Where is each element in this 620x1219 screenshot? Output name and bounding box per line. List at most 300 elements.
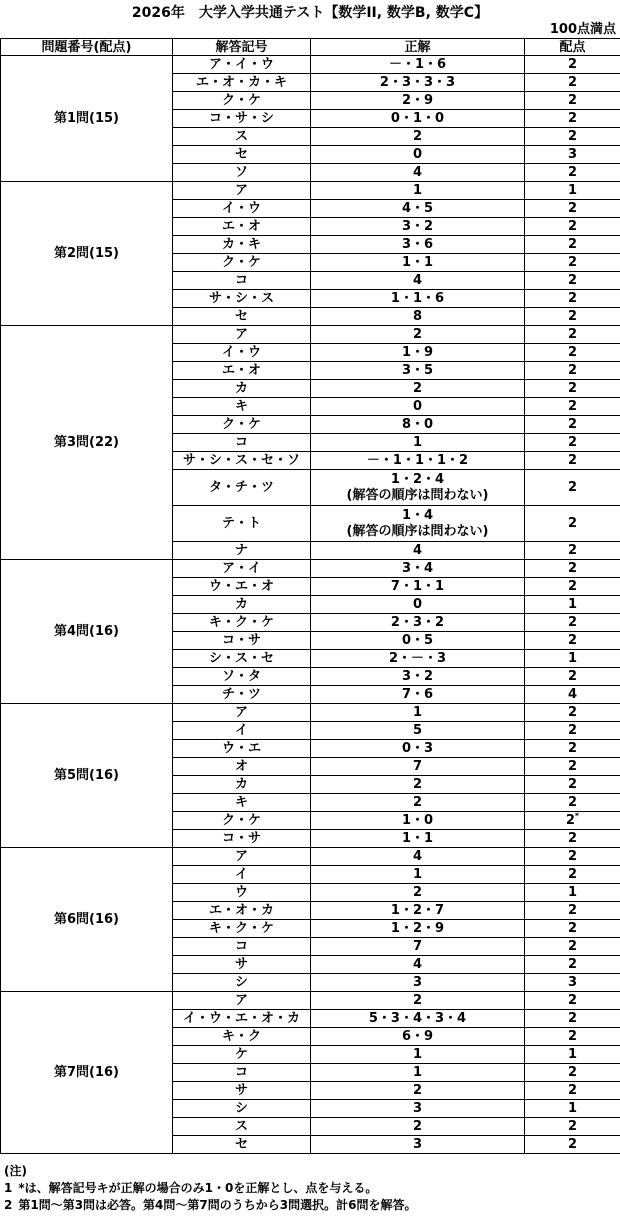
- correct-answer-cell: [311, 776, 525, 794]
- answer-symbol-cell: エ・オ: [173, 362, 311, 380]
- correct-answer-cell: [311, 740, 525, 758]
- points-cell: [525, 416, 620, 434]
- correct-answer-cell: [311, 704, 525, 722]
- correct-answer-cell: [311, 92, 525, 110]
- note-number: 1: [4, 1181, 13, 1195]
- answer-symbol-cell: サ・シ・ス: [173, 290, 311, 308]
- correct-answer-line: 6・9: [401, 1029, 434, 1044]
- answer-symbol-cell: ク・ケ: [173, 812, 311, 830]
- correct-answer-line: 1・9: [401, 345, 434, 360]
- correct-answer-cell: [311, 794, 525, 812]
- correct-answer-cell: [311, 326, 525, 344]
- points-cell: [525, 848, 620, 866]
- correct-answer-line: 1: [412, 705, 423, 720]
- points-value: 2: [567, 435, 578, 450]
- correct-answer-line: 4・5: [401, 201, 434, 216]
- header-question: 問題番号(配点): [1, 39, 173, 56]
- points-value: 2: [567, 957, 578, 972]
- note-item: [4, 1197, 616, 1214]
- points-value: 1: [567, 1047, 578, 1062]
- answer-symbol-cell: ス: [173, 1118, 311, 1136]
- points-value: 2: [567, 309, 578, 324]
- answer-symbol-cell: チ・ツ: [173, 686, 311, 704]
- points-value: 2: [567, 273, 578, 288]
- answer-symbol-cell: ア: [173, 182, 311, 200]
- max-points-label: 100点満点: [549, 22, 616, 37]
- answer-symbol-cell: ナ: [173, 542, 311, 560]
- correct-answer-line: 2: [412, 795, 423, 810]
- correct-answer-line: 0: [412, 399, 423, 414]
- correct-answer-cell: [311, 344, 525, 362]
- points-cell: [525, 146, 620, 164]
- points-value: 2: [567, 1119, 578, 1134]
- correct-answer-line: 1・4: [401, 507, 434, 523]
- answer-symbol-cell: イ・ウ: [173, 344, 311, 362]
- table-row: [1, 560, 620, 578]
- points-cell: [525, 578, 620, 596]
- points-cell: [525, 398, 620, 416]
- question-cell: 第5問(16): [1, 704, 173, 848]
- points-value: 4: [567, 687, 578, 702]
- correct-answer-line: 2: [412, 885, 423, 900]
- points-cell: [525, 1064, 620, 1082]
- points-cell: [525, 254, 620, 272]
- notes-heading: (注): [4, 1164, 27, 1178]
- correct-answer-cell: [311, 1064, 525, 1082]
- points-value: 2: [567, 759, 578, 774]
- answer-symbol-cell: キ・ク・ケ: [173, 920, 311, 938]
- correct-answer-line: 3: [412, 975, 423, 990]
- note-text: *は、解答記号キが正解の場合のみ1・0を正解とし、点を与える。: [18, 1181, 378, 1195]
- points-value: 2: [567, 903, 578, 918]
- points-cell: [525, 920, 620, 938]
- points-value: 2: [567, 849, 578, 864]
- points-value: 1: [567, 183, 578, 198]
- answer-symbol-cell: ソ: [173, 164, 311, 182]
- points-value: 2: [567, 921, 578, 936]
- points-cell: [525, 164, 620, 182]
- correct-answer-line: 3・2: [401, 669, 434, 684]
- points-cell: [525, 128, 620, 146]
- answer-symbol-cell: エ・オ: [173, 218, 311, 236]
- correct-answer-cell: [311, 1046, 525, 1064]
- answer-symbol-cell: タ・チ・ツ: [173, 470, 311, 506]
- points-value: 2: [567, 345, 578, 360]
- asterisk-mark: *: [574, 811, 580, 821]
- correct-answer-line: 1・0: [401, 813, 434, 828]
- points-value: 2: [567, 705, 578, 720]
- points-cell: [525, 974, 620, 992]
- correct-answer-cell: [311, 884, 525, 902]
- correct-answer-line: 1: [412, 867, 423, 882]
- correct-answer-cell: [311, 866, 525, 884]
- correct-answer-line: 1・2・9: [390, 921, 445, 936]
- points-cell: [525, 1028, 620, 1046]
- points-value: 2: [567, 75, 578, 90]
- answer-table-body: [1, 56, 620, 1154]
- answer-symbol-cell: カ・キ: [173, 236, 311, 254]
- points-value: 2: [567, 57, 578, 72]
- points-cell: [525, 938, 620, 956]
- points-cell: [525, 1100, 620, 1118]
- correct-answer-line: 1・1・6: [390, 291, 445, 306]
- correct-answer-line: 0・3: [401, 741, 434, 756]
- correct-answer-line: 2: [412, 1119, 423, 1134]
- correct-answer-line: 2: [412, 777, 423, 792]
- answer-symbol-cell: ア・イ・ウ: [173, 56, 311, 74]
- answer-symbol-cell: エ・オ・カ: [173, 902, 311, 920]
- points-value: 2: [567, 633, 578, 648]
- points-cell: [525, 596, 620, 614]
- correct-answer-cell: [311, 722, 525, 740]
- points-value: 2: [567, 515, 578, 531]
- points-cell: [525, 326, 620, 344]
- points-cell: [525, 902, 620, 920]
- points-value: 2: [567, 165, 578, 180]
- correct-answer-cell: [311, 1010, 525, 1028]
- points-cell: [525, 1136, 620, 1154]
- correct-answer-line: 4: [412, 543, 423, 558]
- correct-answer-cell: [311, 470, 525, 506]
- correct-answer-line: 4: [412, 165, 423, 180]
- note-text: 第1問〜第3問は必答。第4問〜第7問のうちから3問選択。計6問を解答。: [18, 1198, 417, 1212]
- correct-answer-line: 7: [412, 759, 423, 774]
- points-cell: [525, 830, 620, 848]
- question-cell: 第3問(22): [1, 326, 173, 560]
- question-cell: 第7問(16): [1, 992, 173, 1154]
- correct-answer-line: 3・2: [401, 219, 434, 234]
- points-cell: [525, 506, 620, 542]
- points-cell: [525, 182, 620, 200]
- answer-symbol-cell: カ: [173, 596, 311, 614]
- correct-answer-line: －・1・1・1・2: [366, 453, 469, 468]
- points-value: 2: [567, 1011, 578, 1026]
- correct-answer-line: －・1・6: [388, 57, 447, 72]
- points-cell: [525, 542, 620, 560]
- points-value: 2: [567, 129, 578, 144]
- correct-answer-line: 2: [412, 381, 423, 396]
- points-cell: [525, 632, 620, 650]
- table-row: [1, 326, 620, 344]
- points-value: 2: [567, 723, 578, 738]
- answer-symbol-cell: イ: [173, 722, 311, 740]
- points-value: 1: [567, 885, 578, 900]
- correct-answer-cell: [311, 542, 525, 560]
- correct-answer-cell: [311, 416, 525, 434]
- answer-symbol-cell: テ・ト: [173, 506, 311, 542]
- points-value: 2: [567, 201, 578, 216]
- correct-answer-cell: [311, 290, 525, 308]
- answer-symbol-cell: シ・ス・セ: [173, 650, 311, 668]
- points-cell: [525, 236, 620, 254]
- correct-answer-line: 3・4: [401, 561, 434, 576]
- correct-answer-cell: [311, 56, 525, 74]
- points-value: 2: [567, 363, 578, 378]
- points-cell: [525, 74, 620, 92]
- points-cell: [525, 866, 620, 884]
- points-value: 2: [567, 327, 578, 342]
- answer-symbol-cell: コ: [173, 1064, 311, 1082]
- correct-answer-cell: [311, 1082, 525, 1100]
- points-value: 2: [565, 813, 575, 828]
- correct-answer-line: 2・9: [401, 93, 434, 108]
- points-value: 2: [567, 1065, 578, 1080]
- table-header-row: [1, 39, 620, 56]
- points-cell: [525, 308, 620, 326]
- correct-answer-cell: [311, 308, 525, 326]
- answer-symbol-cell: イ・ウ: [173, 200, 311, 218]
- points-value: 1: [567, 1101, 578, 1116]
- points-cell: [525, 470, 620, 506]
- header-answer-symbol: 解答記号: [173, 39, 311, 56]
- answer-symbol-cell: ソ・タ: [173, 668, 311, 686]
- points-value: 2: [567, 993, 578, 1008]
- answer-symbol-cell: イ: [173, 866, 311, 884]
- table-row: [1, 182, 620, 200]
- points-cell: [525, 740, 620, 758]
- points-value: 2: [567, 1137, 578, 1152]
- points-cell: [525, 722, 620, 740]
- answer-symbol-cell: シ: [173, 1100, 311, 1118]
- answer-symbol-cell: キ: [173, 794, 311, 812]
- correct-answer-line: 2: [412, 129, 423, 144]
- correct-answer-line: 5・3・4・3・4: [368, 1011, 467, 1026]
- correct-answer-line: 7・1・1: [390, 579, 445, 594]
- answer-symbol-cell: キ・ク・ケ: [173, 614, 311, 632]
- points-cell: [525, 452, 620, 470]
- notes: [4, 1163, 616, 1214]
- correct-answer-cell: [311, 812, 525, 830]
- points-value: 3: [567, 975, 578, 990]
- answer-symbol-cell: サ: [173, 1082, 311, 1100]
- points-value: 2: [567, 543, 578, 558]
- answer-symbol-cell: キ・ク: [173, 1028, 311, 1046]
- correct-answer-cell: [311, 236, 525, 254]
- correct-answer-cell: [311, 128, 525, 146]
- answer-symbol-cell: ケ: [173, 1046, 311, 1064]
- correct-answer-cell: [311, 992, 525, 1010]
- points-cell: [525, 794, 620, 812]
- correct-answer-cell: [311, 398, 525, 416]
- answer-symbol-cell: オ: [173, 758, 311, 776]
- points-cell: [525, 56, 620, 74]
- header-correct: 正解: [311, 39, 525, 56]
- answer-symbol-cell: コ: [173, 434, 311, 452]
- answer-symbol-cell: ク・ケ: [173, 416, 311, 434]
- note-number: 2: [4, 1198, 13, 1212]
- answer-symbol-cell: ア: [173, 992, 311, 1010]
- points-value: 2: [567, 867, 578, 882]
- correct-answer-line: 1: [412, 183, 423, 198]
- question-cell: 第4問(16): [1, 560, 173, 704]
- correct-answer-line: 2・－・3: [388, 651, 447, 666]
- points-value: 2: [567, 399, 578, 414]
- correct-answer-cell: [311, 596, 525, 614]
- answer-symbol-cell: ウ・エ: [173, 740, 311, 758]
- correct-answer-cell: [311, 1118, 525, 1136]
- answer-symbol-cell: コ: [173, 272, 311, 290]
- correct-answer-cell: [311, 938, 525, 956]
- points-cell: [525, 92, 620, 110]
- correct-answer-cell: [311, 614, 525, 632]
- points-value: 2: [567, 93, 578, 108]
- points-value: 2: [567, 1029, 578, 1044]
- answer-symbol-cell: ウ・エ・オ: [173, 578, 311, 596]
- points-cell: [525, 758, 620, 776]
- correct-answer-cell: [311, 452, 525, 470]
- correct-answer-line: 3: [412, 1101, 423, 1116]
- correct-answer-line: 4: [412, 957, 423, 972]
- correct-answer-line: 5: [412, 723, 423, 738]
- points-value: 2: [567, 939, 578, 954]
- answer-symbol-cell: ア: [173, 848, 311, 866]
- points-value: 3: [567, 147, 578, 162]
- answer-symbol-cell: イ・ウ・エ・オ・カ: [173, 1010, 311, 1028]
- note-item: [4, 1180, 616, 1197]
- correct-answer-cell: [311, 956, 525, 974]
- points-cell: [525, 1118, 620, 1136]
- correct-answer-cell: [311, 848, 525, 866]
- correct-answer-line: 1・1: [401, 831, 434, 846]
- points-cell: [525, 380, 620, 398]
- correct-answer-cell: [311, 650, 525, 668]
- answer-symbol-cell: ア: [173, 326, 311, 344]
- correct-answer-cell: [311, 380, 525, 398]
- answer-symbol-cell: エ・オ・カ・キ: [173, 74, 311, 92]
- answer-symbol-cell: カ: [173, 776, 311, 794]
- answer-symbol-cell: セ: [173, 308, 311, 326]
- points-value: 1: [567, 597, 578, 612]
- correct-answer-cell: [311, 218, 525, 236]
- points-cell: [525, 704, 620, 722]
- correct-answer-cell: [311, 632, 525, 650]
- answer-symbol-cell: ア: [173, 704, 311, 722]
- correct-answer-line: 3・6: [401, 237, 434, 252]
- points-cell: [525, 560, 620, 578]
- correct-answer-cell: [311, 254, 525, 272]
- points-cell: [525, 668, 620, 686]
- points-value: 2: [567, 561, 578, 576]
- points-cell: [525, 272, 620, 290]
- correct-answer-cell: [311, 560, 525, 578]
- correct-answer-line: 0・1・0: [390, 111, 445, 126]
- correct-answer-cell: [311, 182, 525, 200]
- correct-answer-line: 2・3・2: [390, 615, 445, 630]
- correct-answer-line: 8・0: [401, 417, 434, 432]
- correct-answer-line: 3: [412, 1137, 423, 1152]
- correct-answer-line: (解答の順序は問わない): [346, 487, 489, 503]
- header-points: 配点: [525, 39, 620, 56]
- points-cell: [525, 362, 620, 380]
- correct-answer-cell: [311, 974, 525, 992]
- correct-answer-line: 1・2・4: [390, 471, 445, 487]
- correct-answer-cell: [311, 686, 525, 704]
- correct-answer-line: 7: [412, 939, 423, 954]
- correct-answer-line: 8: [412, 309, 423, 324]
- question-cell: 第6問(16): [1, 848, 173, 992]
- page-title: 2026年 大学入学共通テスト【数学II, 数学B, 数学C】: [131, 5, 489, 21]
- points-cell: [525, 884, 620, 902]
- correct-answer-line: 2: [412, 1083, 423, 1098]
- correct-answer-line: 4: [412, 849, 423, 864]
- points-cell: [525, 1082, 620, 1100]
- correct-answer-line: 2・3・3・3: [379, 75, 456, 90]
- table-row: [1, 992, 620, 1010]
- points-value: 2: [567, 831, 578, 846]
- answer-table: [0, 38, 620, 1154]
- correct-answer-line: 1・2・7: [390, 903, 445, 918]
- points-cell: [525, 650, 620, 668]
- answer-symbol-cell: カ: [173, 380, 311, 398]
- points-cell: [525, 956, 620, 974]
- correct-answer-line: 4: [412, 273, 423, 288]
- correct-answer-cell: [311, 1028, 525, 1046]
- points-value: 1: [567, 651, 578, 666]
- correct-answer-cell: [311, 920, 525, 938]
- correct-answer-line: 7・6: [401, 687, 434, 702]
- correct-answer-line: 0・5: [401, 633, 434, 648]
- answer-symbol-cell: ウ: [173, 884, 311, 902]
- correct-answer-cell: [311, 1100, 525, 1118]
- points-cell: [525, 614, 620, 632]
- table-row: [1, 848, 620, 866]
- correct-answer-cell: [311, 830, 525, 848]
- points-value: 2: [567, 741, 578, 756]
- answer-symbol-cell: ア・イ: [173, 560, 311, 578]
- points-value: 2: [567, 255, 578, 270]
- answer-symbol-cell: サ・シ・ス・セ・ソ: [173, 452, 311, 470]
- points-cell: [525, 290, 620, 308]
- correct-answer-line: 1: [412, 1065, 423, 1080]
- correct-answer-cell: [311, 578, 525, 596]
- correct-answer-line: 0: [412, 597, 423, 612]
- answer-symbol-cell: シ: [173, 974, 311, 992]
- correct-answer-cell: [311, 200, 525, 218]
- correct-answer-line: 3・5: [401, 363, 434, 378]
- answer-symbol-cell: セ: [173, 146, 311, 164]
- points-value: 2: [567, 1083, 578, 1098]
- points-value: 2: [567, 453, 578, 468]
- correct-answer-cell: [311, 110, 525, 128]
- correct-answer-cell: [311, 272, 525, 290]
- correct-answer-line: (解答の順序は問わない): [346, 523, 489, 539]
- correct-answer-line: 2: [412, 327, 423, 342]
- points-cell: [525, 344, 620, 362]
- correct-answer-cell: [311, 434, 525, 452]
- answer-symbol-cell: コ・サ: [173, 830, 311, 848]
- points-cell: [525, 1010, 620, 1028]
- points-value: 2: [567, 579, 578, 594]
- points-value: 2: [567, 669, 578, 684]
- points-value: 2: [567, 237, 578, 252]
- points-value: 2: [567, 795, 578, 810]
- points-cell: [525, 434, 620, 452]
- points-value: 2: [567, 479, 578, 495]
- answer-symbol-cell: ス: [173, 128, 311, 146]
- answer-symbol-cell: コ・サ: [173, 632, 311, 650]
- points-cell: [525, 686, 620, 704]
- correct-answer-cell: [311, 902, 525, 920]
- points-value: 2: [567, 219, 578, 234]
- table-row: [1, 704, 620, 722]
- points-cell: [525, 200, 620, 218]
- answer-symbol-cell: ク・ケ: [173, 254, 311, 272]
- correct-answer-cell: [311, 758, 525, 776]
- points-cell: [525, 110, 620, 128]
- points-value: 2: [567, 291, 578, 306]
- points-cell: [525, 776, 620, 794]
- correct-answer-cell: [311, 668, 525, 686]
